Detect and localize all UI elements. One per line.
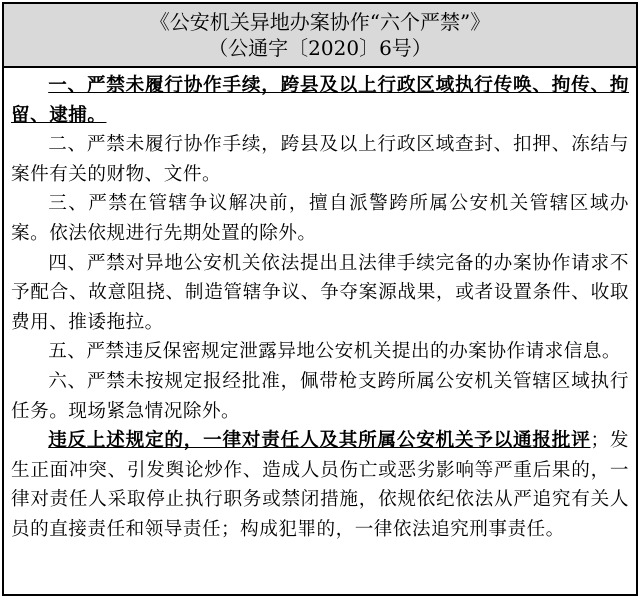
rule-5: 五、严禁违反保密规定泄露异地公安机关提出的办案协作请求信息。 xyxy=(48,341,622,363)
document-frame xyxy=(2,2,638,596)
penalty-rest: ；发生正面冲突、引发舆论炒作、造成人员伤亡或恶劣影响等严重后果的，一律对责任人采取停止执行职务或禁闭措施，依规依纪依法从严追究有关人员的直接责任和领导责任；构成犯罪的，一律依法追究刑事责任。 xyxy=(11,430,629,540)
penalty-paragraph xyxy=(11,426,629,544)
document-header xyxy=(4,4,636,68)
document-number: （公通字〔2020〕6号） xyxy=(208,36,432,60)
document-title: 《公安机关异地办案协作“六个严禁”》 xyxy=(149,10,491,34)
rule-6: 六、严禁未按规定报经批准，佩带枪支跨所属公安机关管辖区域执行任务。现场紧急情况除外。 xyxy=(11,370,629,422)
rule-2: 二、严禁未履行协作手续，跨县及以上行政区域查封、扣押、冻结与案件有关的财物、文件。 xyxy=(11,134,629,185)
rule-4: 四、严禁对异地公安机关依法提出且法律手续完备的办案协作请求不予配合、故意阻挠、制造管辖争议、争夺案源战果，或者设置条件、收取费用、推诿拖拉。 xyxy=(11,252,629,333)
rule-3: 三、严禁在管辖争议解决前，擅自派警跨所属公安机关管辖区域办案。依法依规进行先期处置的除外。 xyxy=(11,193,629,244)
penalty-lead: 违反上述规定的，一律对责任人及其所属公安机关予以通报批评 xyxy=(48,430,591,452)
document-body xyxy=(4,68,636,545)
rule-1: 一、严禁未履行协作手续，跨县及以上行政区域执行传唤、拘传、拘留、逮捕。 xyxy=(11,75,629,126)
